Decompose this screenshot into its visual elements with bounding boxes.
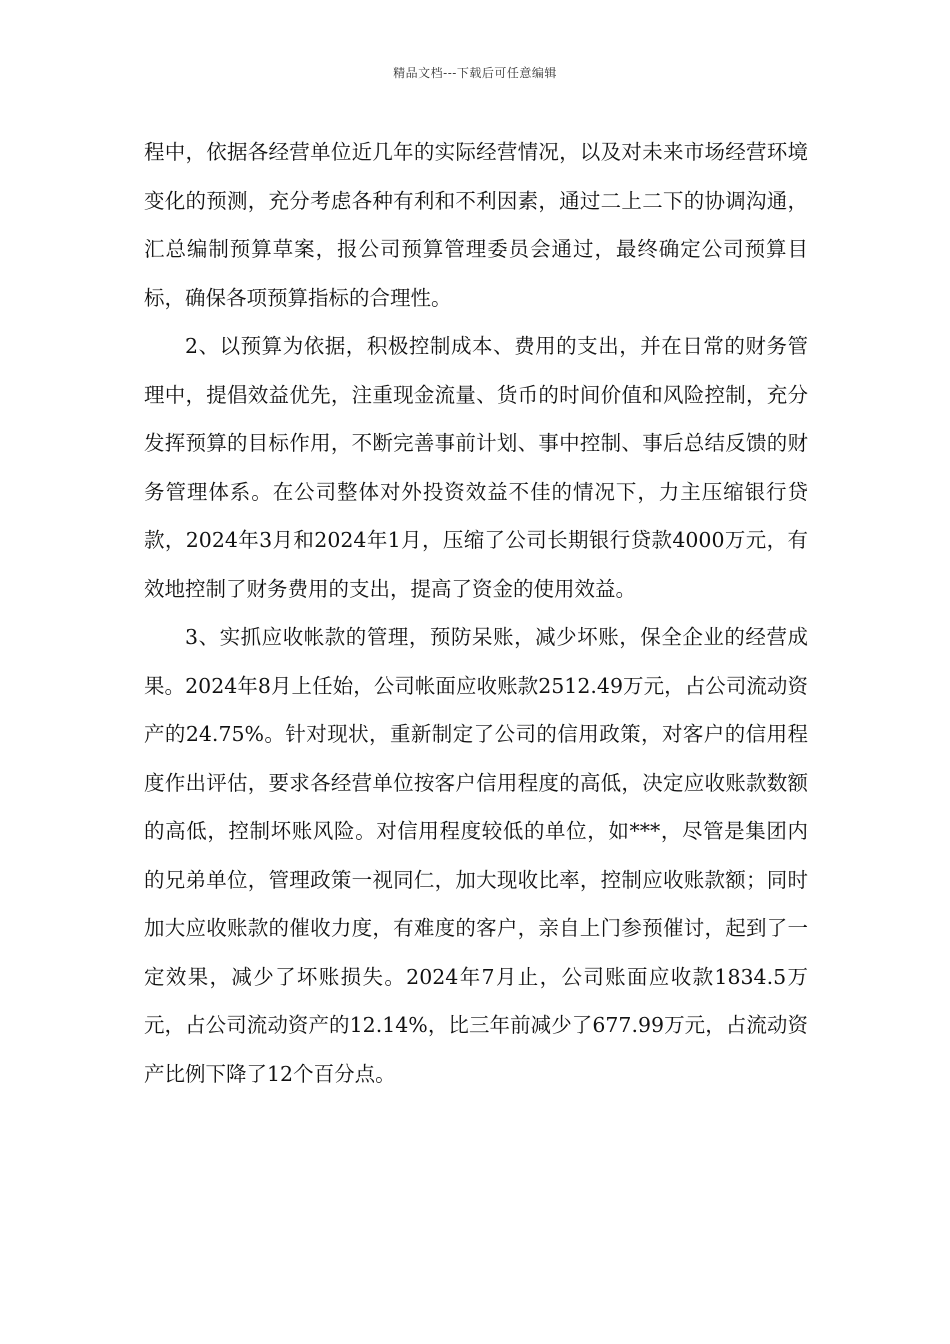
- page-header: 精品文档---下载后可任意编辑: [393, 66, 557, 80]
- paragraph-2: 2、以预算为依据，积极控制成本、费用的支出，并在日常的财务管理中，提倡效益优先，注重现金流量、货币的时间价值和风险控制，充分发挥预算的目标作用，不断完善事前计划、事中控制、事后总结反馈的财务管理体系。在公司整体对外投资效益不佳的情况下，力主压缩银行贷款，2024年3月和2024年1月，压缩了公司长期银行贷款4000万元，有效地控制了财务费用的支出，提高了资金的使用效益。: [144, 334, 808, 601]
- paragraph-1: 程中，依据各经营单位近几年的实际经营情况，以及对未来市场经营环境变化的预测，充分考虑各种有利和不利因素，通过二上二下的协调沟通，汇总编制预算草案，报公司预算管理委员会通过，最终确定公司预算目标，确保各项预算指标的合理性。: [144, 140, 808, 310]
- paragraph-3: 3、实抓应收帐款的管理，预防呆账，减少坏账，保全企业的经营成果。2024年8月上任始，公司帐面应收账款2512.49万元，占公司流动资产的24.75%。针对现状，重新制定了公司的信用政策，对客户的信用程度作出评估，要求各经营单位按客户信用程度的高低，决定应收账款数额的高低，控制坏账风险。对信用程度较低的单位，如***，尽管是集团内的兄弟单位，管理政策一视同仁，加大现收比率，控制应收账款额；同时加大应收账款的催收力度，有难度的客户，亲自上门参预催讨，起到了一定效果，减少了坏账损失。2024年7月止，公司账面应收款1834.5万元，占公司流动资产的12.14%，比三年前减少了677.99万元，占流动资产比例下降了12个百分点。: [144, 625, 808, 1086]
- document-body: [144, 128, 808, 1098]
